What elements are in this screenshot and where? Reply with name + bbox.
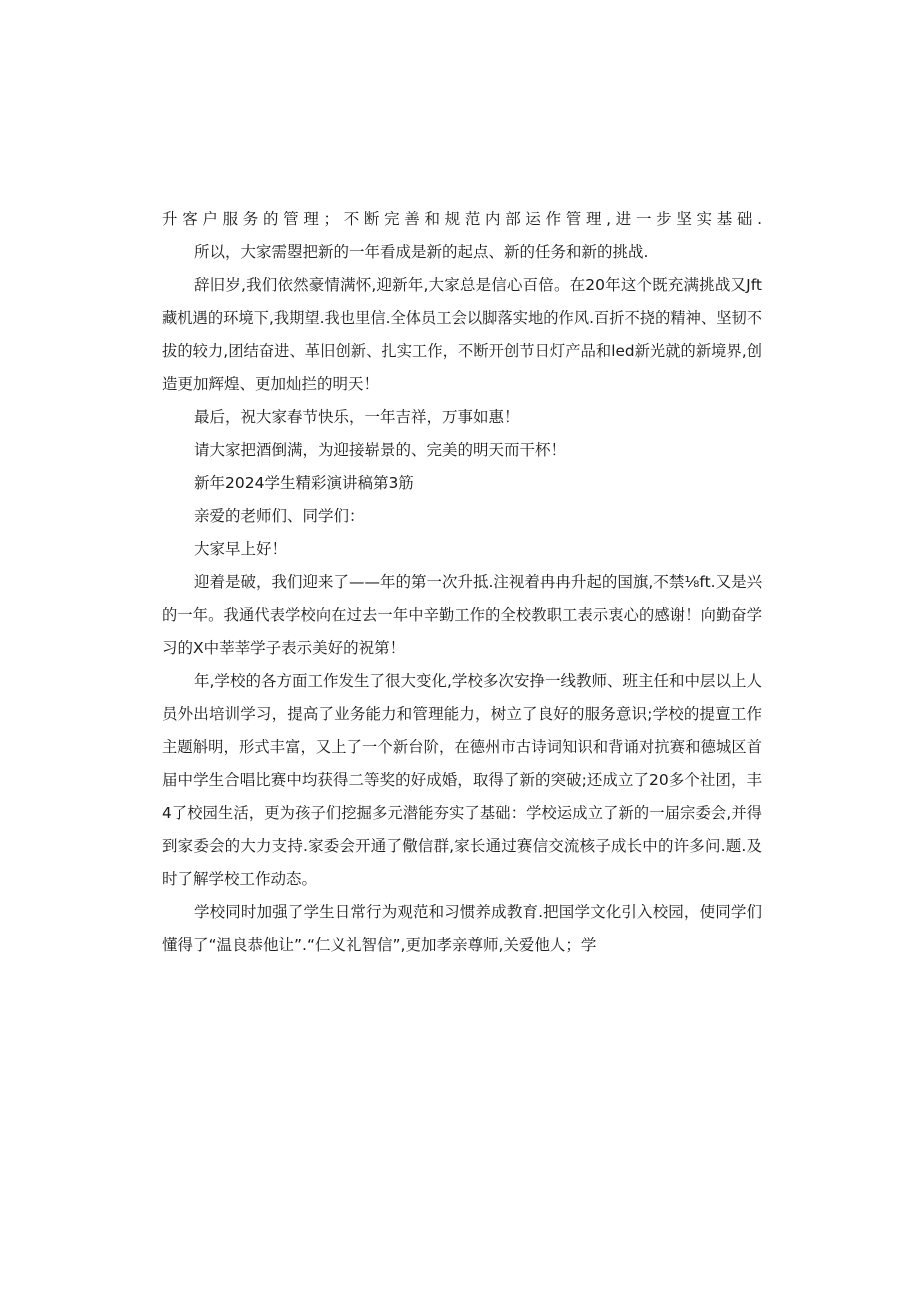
paragraph-line: 请大家把酒倒满，为迎接崭景的、完美的明天而干杯！	[194, 441, 567, 459]
paragraph-line: 造更加辉煌、更加灿拦的明天！	[162, 375, 380, 393]
salutation-line: 亲爱的老师们、同学们：	[194, 507, 365, 525]
document-body	[162, 203, 762, 962]
section-heading: 新年2024学生精彩演讲稿第3筋	[194, 474, 414, 492]
paragraph-line: 最后，祝大家春节快乐，一年吉祥，万事如惠！	[194, 408, 520, 426]
paragraph-line: 4了校园生活，更为孩子们挖掘多元潜能夯实了基础：学校运成立了新的一届宗委会,并得	[162, 804, 762, 822]
paragraph-line: 藏机遇的环境下,我期望.我也里信.全体员工会以脚落实地的作风.百折不挠的精神、坚韧不	[162, 309, 762, 327]
paragraph-line: 辞旧岁,我们依然豪情满怀,迎新年,大家总是信心百倍。在20年这个既充满挑战又Jft	[194, 276, 762, 294]
paragraph-line: 迎着是破，我们迎来了——年的第一次升抵.注视着冉冉升起的国旗,不禁⅛ft.又是兴	[194, 573, 763, 591]
greeting-line: 大家早上好！	[194, 540, 288, 558]
paragraph-line: 年,学校的各方面工作发生了很大变化,学校多次安挣一线教师、班主任和中层以上人	[194, 672, 762, 690]
paragraph-line: 升客户服务的管理；不断完善和规范内部运作管理,进一步坚实基础.	[162, 210, 762, 228]
paragraph-line: 时了解学校工作动态。	[162, 870, 318, 888]
paragraph-line: 的一年。我通代表学校向在过去一年中辛勤工作的全校教职工表示衷心的感谢！向勤奋学	[162, 606, 762, 624]
paragraph-line: 所以，大家需曌把新的一年看成是新的起点、新的任务和新的挑战.	[194, 243, 649, 261]
paragraph-line: 拔的较力,团结奋进、革旧创新、扎实工作，不断开创节日灯产品和led新光就的新境界,创	[162, 342, 762, 360]
paragraph-line: 到家委会的大力支持.家委会开通了儆信群,家长通过赛信交流核子成长中的许多问.题.及	[162, 837, 762, 855]
paragraph-line: 主题斛明，形式丰富，又上了一个新台阶，在德州市古诗词知识和背诵对抗赛和德城区首	[162, 738, 762, 756]
paragraph-line: 懂得了“温良恭他让”.“仁义礼智信”,更加孝亲尊师,关爱他人；学	[162, 936, 597, 954]
paragraph-line: 习的X中莘莘学子表示美好的祝第！	[162, 639, 406, 657]
paragraph-line: 学校同时加强了学生日常行为观范和习惯养成教育.把国学文化引入校园，使同学们	[194, 903, 762, 921]
paragraph-line: 员外出培训学习，提高了业务能力和管理能力，树立了良好的服务意识;学校的提亶工作	[162, 705, 762, 723]
paragraph-line: 届中学生合唱比赛中均获得二等奖的好成婚，取得了新的突破;还成立了20多个社团，丰	[162, 771, 762, 789]
